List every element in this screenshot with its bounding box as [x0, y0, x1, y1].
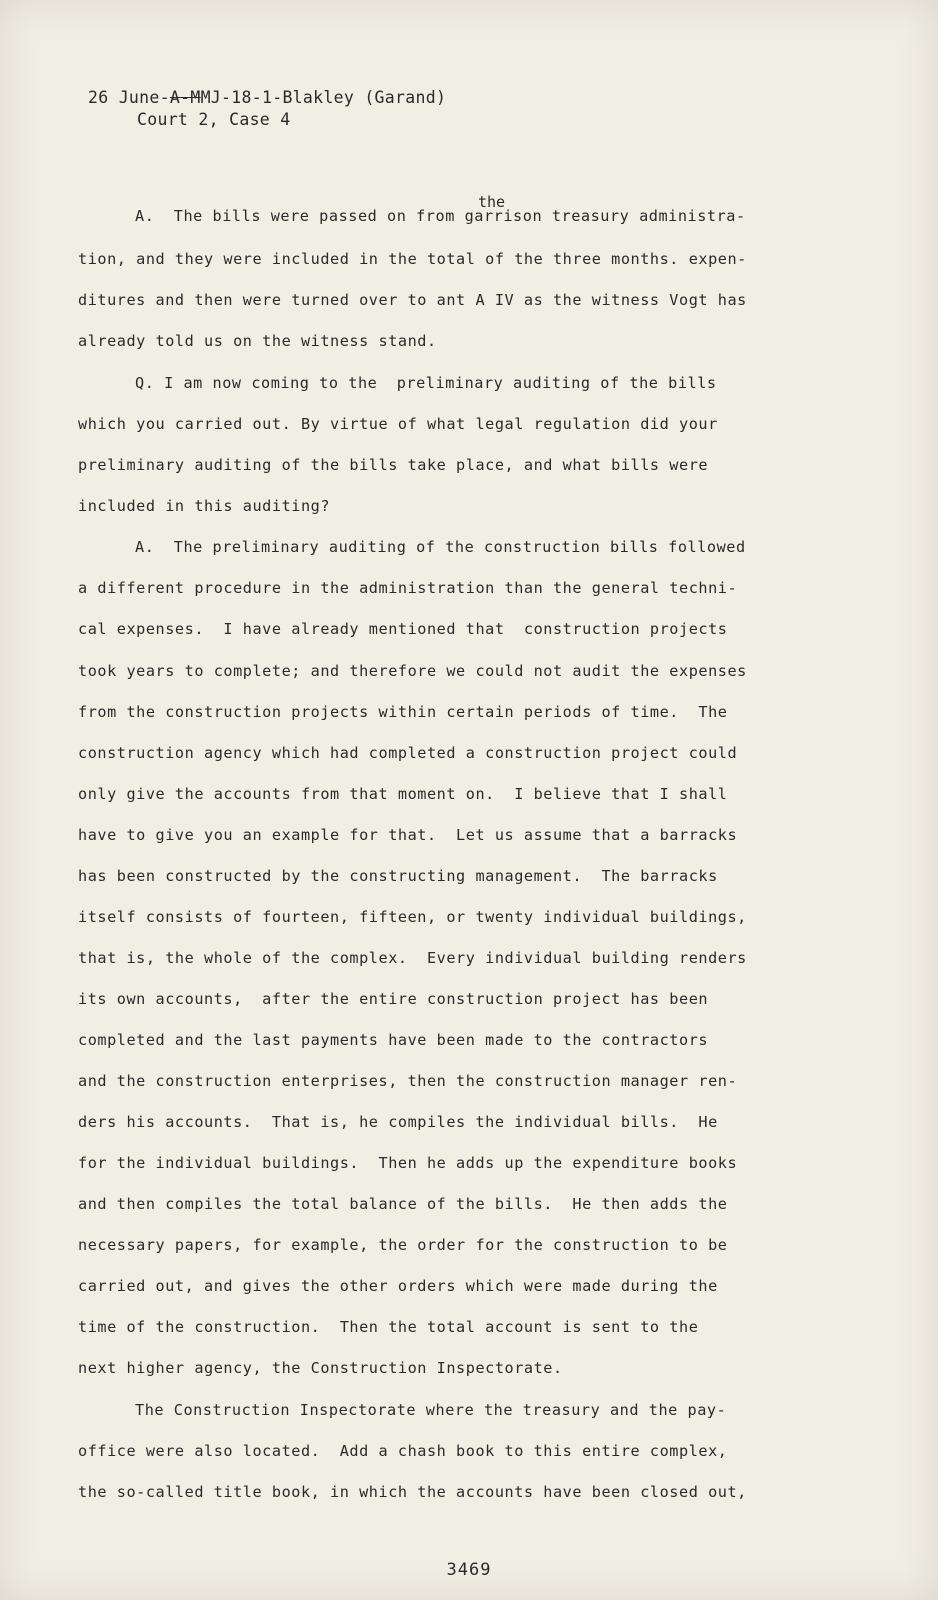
text-line: necessary papers, for example, the order for the construction to be [78, 1236, 728, 1254]
text-line: itself consists of fourteen, fifteen, or twenty individual buildings, [78, 908, 747, 926]
text-line: already told us on the witness stand. [78, 332, 437, 350]
text-line: from the construction projects within certain periods of time. The [78, 703, 728, 721]
text-line: has been constructed by the constructing management. The barracks [78, 867, 718, 885]
case-reference-header [88, 88, 446, 107]
text-line: The Construction Inspectorate where the treasury and the pay- [135, 1401, 727, 1419]
text-line: Q. I am now coming to the preliminary auditing of the bills [135, 374, 717, 392]
text-line: ditures and then were turned over to ant A IV as the witness Vogt has [78, 291, 747, 309]
text-line: and the construction enterprises, then the construction manager ren- [78, 1072, 738, 1090]
text-line: have to give you an example for that. Let us assume that a barracks [78, 826, 738, 844]
text-line: included in this auditing? [78, 497, 331, 515]
text-line: A. The bills were passed on from garrison treasury administra- [135, 207, 746, 225]
header-case-ref: MJ-18-1-Blakley (Garand) [200, 88, 447, 107]
text-line: and then compiles the total balance of the bills. He then adds the [78, 1195, 728, 1213]
text-line: its own accounts, after the entire construction project has been [78, 990, 709, 1008]
text-line: for the individual buildings. Then he adds up the expenditure books [78, 1154, 738, 1172]
text-line: completed and the last payments have been made to the contractors [78, 1031, 709, 1049]
text-line: office were also located. Add a chash book to this entire complex, [78, 1442, 728, 1460]
text-line: A. The preliminary auditing of the construction bills followed [135, 538, 746, 556]
header-date: 26 June- [88, 88, 170, 107]
handwritten-insertion: the [478, 193, 506, 211]
text-line: the so-called title book, in which the accounts have been closed out, [78, 1483, 747, 1501]
text-line: carried out, and gives the other orders which were made during the [78, 1277, 718, 1295]
text-line: ders his accounts. That is, he compiles the individual bills. He [78, 1113, 718, 1131]
header-struck-text: A-M [169, 88, 201, 107]
text-line: cal expenses. I have already mentioned that construction projects [78, 620, 728, 638]
text-line: took years to complete; and therefore we could not audit the expenses [78, 662, 747, 680]
text-line: which you carried out. By virtue of what legal regulation did your [78, 415, 718, 433]
text-line: tion, and they were included in the total of the three months. expen- [78, 250, 747, 268]
text-line: preliminary auditing of the bills take place, and what bills were [78, 456, 709, 474]
text-line: construction agency which had completed a construction project could [78, 744, 738, 762]
text-line: that is, the whole of the complex. Every individual building renders [78, 949, 747, 967]
page-number: 3469 [446, 1560, 492, 1580]
court-case-line: Court 2, Case 4 [137, 110, 291, 129]
text-line: time of the construction. Then the total account is sent to the [78, 1318, 699, 1336]
text-line: a different procedure in the administration than the general techni- [78, 579, 738, 597]
text-line: next higher agency, the Construction Inspectorate. [78, 1359, 563, 1377]
text-line: only give the accounts from that moment on. I believe that I shall [78, 785, 728, 803]
